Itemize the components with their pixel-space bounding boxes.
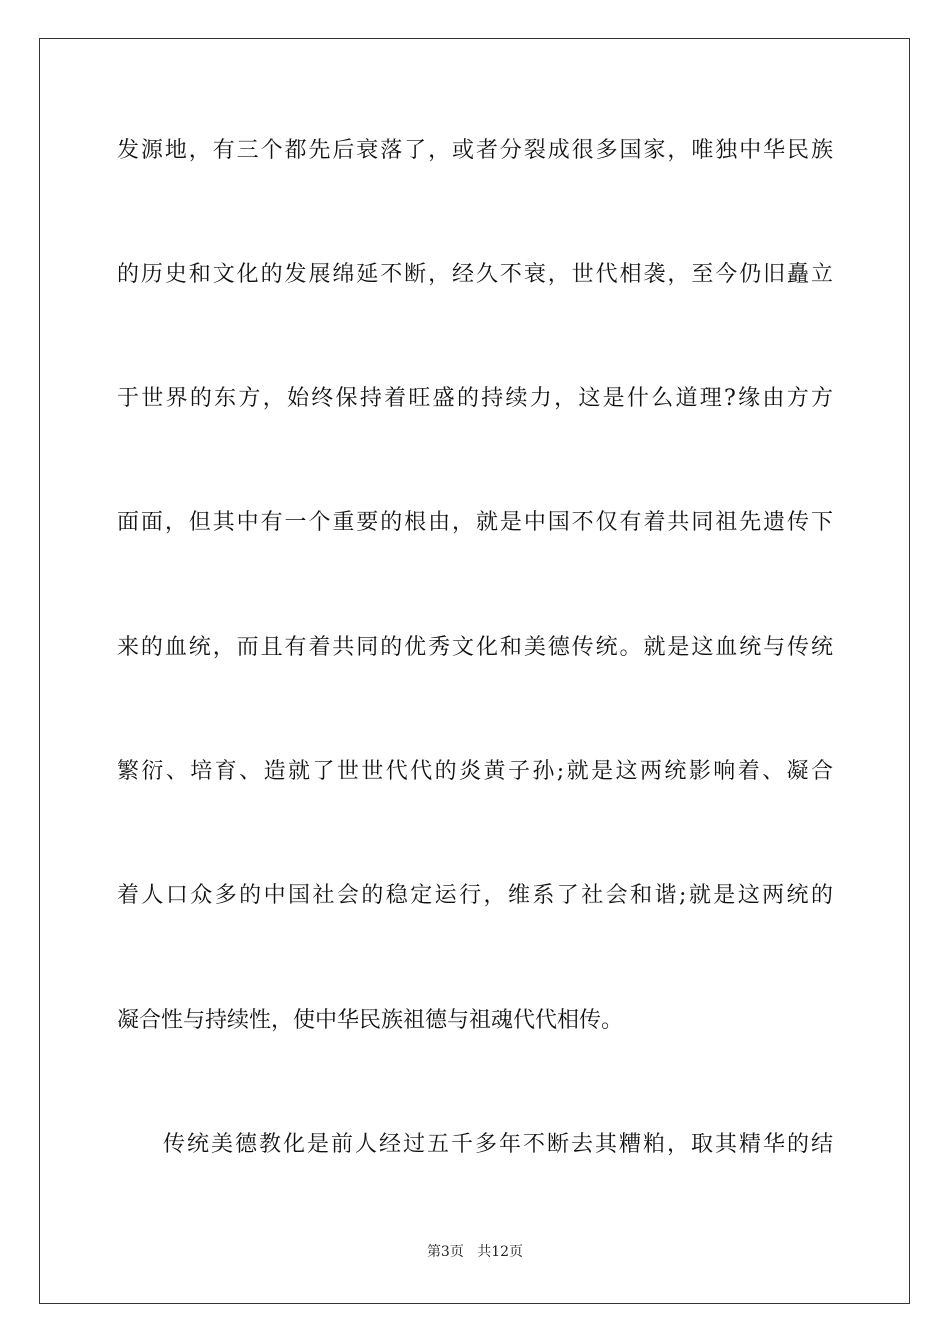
body-text-line: 的历史和文化的发展绵延不断，经久不衰，世代相袭，至今仍旧矗立 — [117, 262, 833, 287]
paragraph-first-line: 传统美德教化是前人经过五千多年不断去其糟粕，取其精华的结 — [163, 1132, 833, 1157]
body-text-line: 着人口众多的中国社会的稳定运行，维系了社会和谐;就是这两统的 — [117, 883, 833, 908]
page-footer — [0, 1243, 950, 1261]
body-text-line: 来的血统，而且有着共同的优秀文化和美德传统。就是这血统与传统 — [117, 635, 833, 660]
page-total: 共12页 — [477, 1244, 524, 1260]
body-text-line: 发源地，有三个都先后衰落了，或者分裂成很多国家，唯独中华民族 — [117, 138, 833, 163]
body-text-line: 于世界的东方，始终保持着旺盛的持续力，这是什么道理?缘由方方 — [117, 386, 833, 411]
page-border — [39, 38, 910, 1304]
body-text-line: 凝合性与持续性，使中华民族祖德与祖魂代代相传。 — [117, 1008, 624, 1033]
body-text-line: 繁衍、培育、造就了世世代代的炎黄子孙;就是这两统影响着、凝合 — [117, 759, 833, 784]
body-text-line: 面面，但其中有一个重要的根由，就是中国不仅有着共同祖先遗传下 — [117, 510, 833, 535]
page-number: 第3页 — [426, 1244, 464, 1260]
